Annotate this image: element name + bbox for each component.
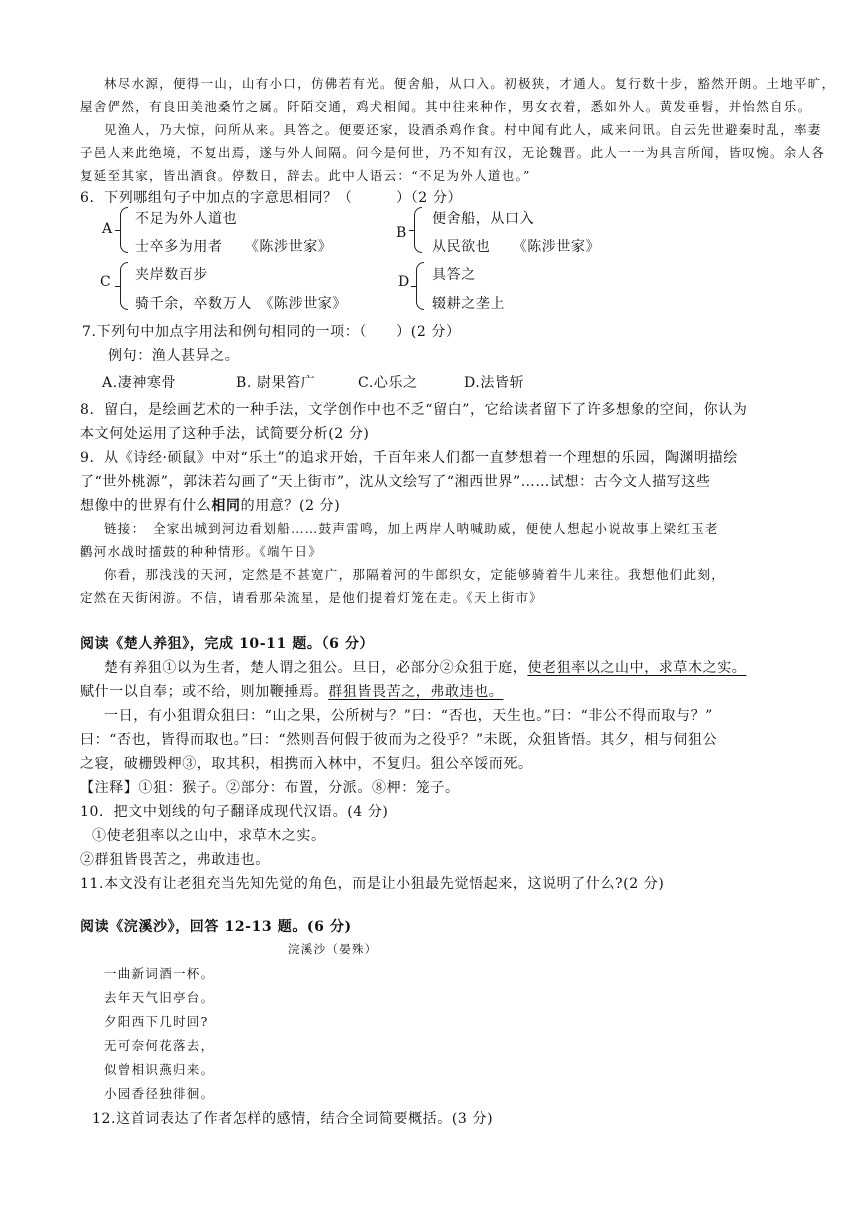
question-10-item-1: ①使老狙率以之山中，求草木之实。: [92, 828, 326, 844]
link-line: 你看，那浅浅的天河，定然是不甚宽广，那隔着河的牛郎织女，定能够骑着牛儿来往。我想他们此刻，: [104, 567, 726, 582]
underlined-sentence-1: 使老狙率以之山中，求草木之实。: [527, 660, 747, 676]
poem-line: 一曲新词酒一杯。: [104, 966, 215, 981]
brace-c: [120, 262, 128, 310]
question-8-line: 8．留白，是绘画艺术的一种手法，文学创作中也不乏“留白”，它给读者留下了许多想象的空间，你认为: [80, 402, 748, 418]
poem-line: 去年天气旧亭台。: [104, 990, 215, 1005]
annotation-note: 【注释】①狙：猴子。②部分：布置，分派。⑧柙：笼子。: [80, 780, 460, 796]
option-a-sentence-2: 士卒多为用者 《陈涉世家》: [135, 239, 333, 255]
poem-line: 小园香径独徘徊。: [104, 1086, 215, 1101]
question-7-example: 例句：渔人甚异之。: [108, 348, 240, 364]
link-line: 链接： 全家出城到河边看划船……鼓声雷鸣，加上两岸人呐喊助威，便使人想起小说故事上梁红玉老: [104, 521, 719, 536]
passage-line: 见渔人，乃大惊，问所从来。具答之。便要还家，设酒杀鸡作食。村中闻有此人，咸来问讯。自云先世避秦时乱，率妻: [104, 122, 822, 137]
option-a-sentence-1: 不足为外人道也: [135, 211, 238, 227]
question-8-line: 本文何处运用了这种手法，试简要分析(2 分): [80, 426, 370, 442]
option-c-label: C: [100, 274, 112, 290]
question-9-line: [80, 499, 340, 513]
section-2-line: 一日，有小狙谓众狙曰：“山之果，公所树与？”曰：“否也，天生也。”曰：“非公不得而取与？”: [104, 708, 713, 724]
option-c-sentence-1: 夹岸数百步: [135, 267, 208, 283]
option-d-label: D: [398, 274, 410, 290]
section-2-line: 之寝，破栅毁柙③，取其积，相携而入林中，不复归。狙公卒馁而死。: [80, 756, 533, 772]
question-9-line: 9．从《诗经·硕鼠》中对“乐土”的追求开始，千百年来人们都一直梦想着一个理想的乐园，陶渊明描绘: [80, 450, 738, 466]
question-12-stem: 12.这首词表达了作者怎样的感情，结合全词简要概括。(3 分): [92, 1111, 494, 1127]
brace-b: [414, 207, 422, 253]
option-b-label: B: [396, 225, 407, 241]
section-2-title: 阅读《楚人养狙》，完成 10-11 题。（6 分）: [80, 636, 375, 652]
option-d-sentence-1: 具答之: [432, 267, 476, 283]
question-9-text: 的用意？(2 分): [240, 498, 341, 514]
question-7-stem: 7.下列句中加点字用法和例句相同的一项：（ ）(2 分）: [82, 324, 461, 340]
section-2-line: [80, 685, 503, 699]
question-7-option-a: A.凄神寒骨: [102, 375, 177, 391]
section-2-line: [104, 661, 746, 675]
section-2-text: 楚有养狙①以为生者，楚人谓之狙公。旦日，必部分②众狙于庭，: [104, 660, 528, 676]
question-10-item-2: ②群狙皆畏苦之，弗敢违也。: [80, 852, 270, 868]
poem-line: 无可奈何花落去，: [104, 1038, 215, 1053]
question-7-option-d: D.法皆斩: [464, 375, 525, 391]
question-9-line: 了“世外桃源”，郭沫若勾画了“天上街市”，沈从文绘写了“湘西世界”……试想：古今文人描写这些: [80, 474, 711, 490]
brace-d: [416, 262, 424, 310]
passage-line: 复延至其家，皆出酒食。停数日，辞去。此中人语云：“不足为外人道也。”: [80, 168, 531, 183]
question-7-option-b: B. 尉果笞广: [236, 375, 316, 391]
passage-line: 子邑人来此绝境，不复出焉，遂与外人间隔。问今是何世，乃不知有汉，无论魏晋。此人一一为具言所闻，皆叹惋。余人各: [80, 145, 826, 160]
option-d-sentence-2: 辍耕之垄上: [432, 296, 505, 312]
section-3-title: 阅读《浣溪沙》，回答 12-13 题。(6 分): [80, 919, 352, 935]
option-b-sentence-2: 从民欲也 《陈涉世家》: [432, 239, 601, 255]
section-2-text: 赋什一以自奉；或不给，则加鞭捶焉。: [80, 684, 329, 700]
poem-line: 夕阳西下几时回?: [104, 1014, 209, 1029]
option-c-sentence-2: 骑千余，卒数万人 《陈涉世家》: [135, 296, 347, 312]
question-9-text: 想像中的世界有什么: [80, 498, 212, 514]
question-10-stem: 10．把文中划线的句子翻译成现代汉语。(4 分): [80, 804, 389, 820]
poem-title: 浣溪沙（晏殊）: [288, 942, 378, 956]
link-line: 鹳河水战时擂鼓的种种情形。《端午日》: [80, 544, 323, 559]
poem-line: 似曾相识燕归来。: [104, 1062, 215, 1077]
question-9-emphasis: 相同: [211, 498, 241, 514]
section-2-line: 曰：“否也，皆得而取也。”曰：“然则吾何假于彼而为之役乎？”未既，众狙皆悟。其夕，相与伺狙公: [80, 732, 718, 748]
question-6-stem: 6．下列哪组句子中加点的字意思相同？（ ）（2 分）: [80, 190, 463, 206]
underlined-sentence-2: 群狙皆畏苦之，弗敢违也。: [328, 684, 504, 700]
passage-line: 林尽水源，便得一山，山有小口，仿佛若有光。便舍船，从口入。初极狭，才通人。复行数十步，豁然开朗。土地平旷，: [104, 76, 836, 91]
passage-line: 屋舍俨然，有良田美池桑竹之属。阡陌交通，鸡犬相闻。其中往来种作，男女衣着，悉如外人。黄发垂髫，并怡然自乐。: [80, 99, 812, 114]
link-line: 定然在天街闲游。不信，请看那朵流星，是他们提着灯笼在走。《天上街市》: [80, 590, 543, 605]
brace-a: [120, 207, 128, 253]
option-a-label: A: [102, 221, 113, 237]
question-7-option-c: C.心乐之: [358, 375, 418, 391]
option-b-sentence-1: 便舍船，从口入: [432, 211, 535, 227]
question-11-stem: 11.本文没有让老狙充当先知先觉的角色，而是让小狙最先觉悟起来，这说明了什么?(2 分): [80, 876, 665, 892]
